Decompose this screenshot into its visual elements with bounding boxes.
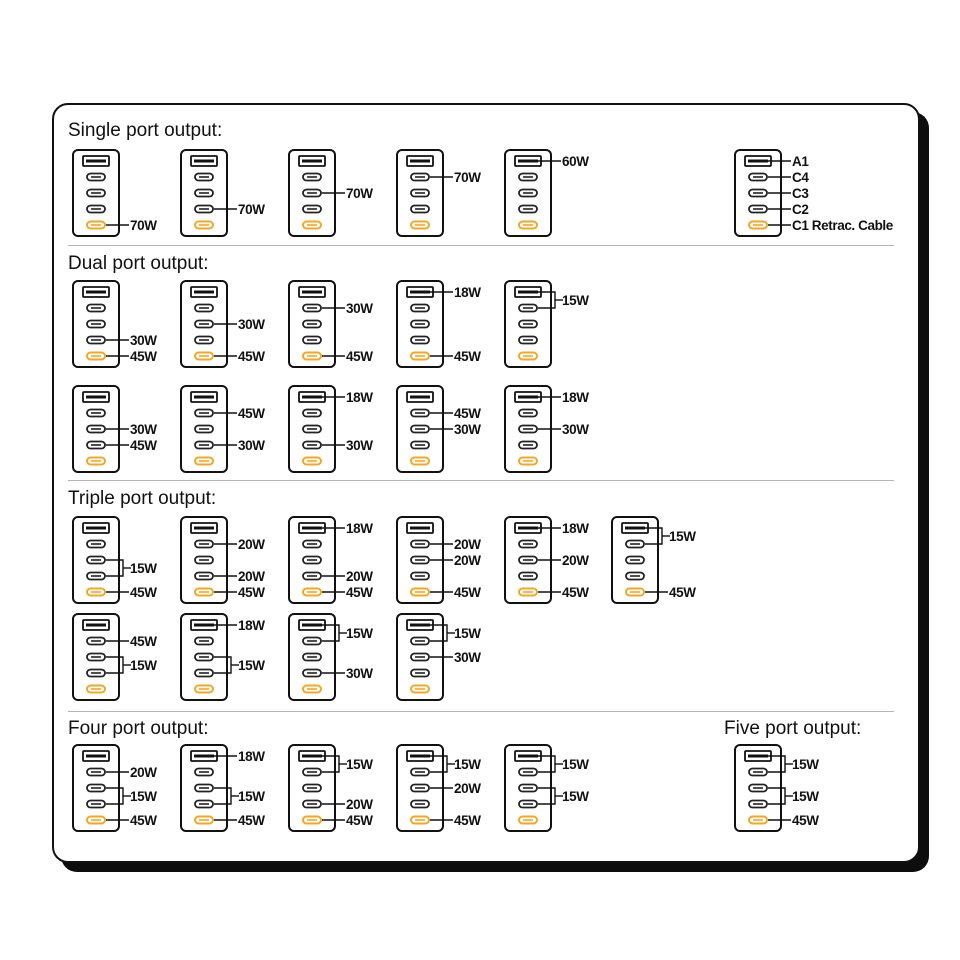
usb-a-contacts [518, 396, 538, 399]
power-label-text: 20W [454, 781, 481, 796]
charger-device [181, 386, 227, 472]
usb-a-contacts [86, 755, 106, 758]
power-label-text: 30W [562, 422, 589, 437]
power-label-text: 70W [454, 170, 481, 185]
power-label-text: 15W [238, 658, 265, 673]
power-label-text: 45W [454, 813, 481, 828]
charger-device [505, 150, 551, 236]
power-label-text: 15W [130, 789, 157, 804]
usb-a-contacts [194, 291, 214, 294]
power-label-text: 30W [346, 666, 373, 681]
power-label-text: 18W [346, 390, 373, 405]
power-label-text: 70W [130, 218, 157, 233]
power-label-text: 45W [346, 813, 373, 828]
legend-label-text: C2 [792, 202, 809, 217]
power-label-text: 45W [130, 438, 157, 453]
charger-device [181, 517, 227, 603]
power-label-text: 20W [346, 569, 373, 584]
power-label-text: 20W [562, 553, 589, 568]
power-label-text: 45W [238, 585, 265, 600]
usb-a-contacts [748, 160, 768, 163]
usb-a-contacts [518, 160, 538, 163]
power-label-text: 45W [238, 349, 265, 364]
power-label-text: 45W [562, 585, 589, 600]
usb-a-contacts [410, 527, 430, 530]
charger-device [73, 281, 119, 367]
usb-a-contacts [194, 755, 214, 758]
power-label-text: 20W [454, 553, 481, 568]
power-label-text: 45W [669, 585, 696, 600]
power-label-text: 30W [454, 422, 481, 437]
power-label-text: 30W [238, 317, 265, 332]
power-label-text: 20W [130, 765, 157, 780]
usb-a-contacts [410, 160, 430, 163]
power-label-text: 15W [792, 789, 819, 804]
usb-a-contacts [86, 624, 106, 627]
usb-a-contacts [302, 624, 322, 627]
power-label-text: 45W [454, 406, 481, 421]
power-label-text: 15W [238, 789, 265, 804]
power-label-text: 45W [130, 634, 157, 649]
power-label-text: 15W [130, 561, 157, 576]
legend-label [768, 218, 894, 233]
legend-label-text: C4 [792, 170, 809, 185]
single-port-title: Single port output: [68, 120, 223, 141]
power-label-text: 15W [130, 658, 157, 673]
power-label-text: 18W [562, 521, 589, 536]
power-label-text: 30W [238, 438, 265, 453]
charger-device [73, 150, 119, 236]
usb-a-contacts [302, 755, 322, 758]
power-label-text: 15W [454, 757, 481, 772]
power-label-text: 45W [346, 585, 373, 600]
power-label-text: 70W [346, 186, 373, 201]
charger-device [397, 150, 443, 236]
usb-a-contacts [194, 396, 214, 399]
power-label-text: 15W [562, 757, 589, 772]
usb-a-contacts [86, 396, 106, 399]
power-label-text: 45W [238, 813, 265, 828]
usb-a-contacts [518, 527, 538, 530]
legend-label-text: A1 [792, 154, 809, 169]
power-label-text: 20W [454, 537, 481, 552]
power-label-text: 30W [130, 333, 157, 348]
usb-a-contacts [302, 527, 322, 530]
four-port-title: Four port output: [68, 718, 209, 739]
legend-label-text: C3 [792, 186, 809, 201]
power-label-text: 15W [562, 293, 589, 308]
usb-a-contacts [302, 160, 322, 163]
power-label-text: 45W [792, 813, 819, 828]
charger-device [612, 517, 658, 603]
power-label-text: 45W [454, 349, 481, 364]
usb-a-contacts [410, 755, 430, 758]
usb-a-contacts [518, 291, 538, 294]
usb-a-contacts [518, 755, 538, 758]
usb-a-contacts [302, 291, 322, 294]
usb-a-contacts [86, 160, 106, 163]
power-label-text: 15W [669, 529, 696, 544]
usb-a-contacts [625, 527, 645, 530]
power-label-text: 30W [346, 301, 373, 316]
power-label-text: 30W [346, 438, 373, 453]
power-label-text: 45W [130, 813, 157, 828]
power-label-text: 18W [238, 749, 265, 764]
five-port-title: Five port output: [724, 718, 862, 739]
power-label-text: 45W [454, 585, 481, 600]
power-label-text: 60W [562, 154, 589, 169]
power-label-text: 15W [562, 789, 589, 804]
power-label-text: 18W [346, 521, 373, 536]
power-label-text: 70W [238, 202, 265, 217]
usb-a-contacts [194, 160, 214, 163]
power-label-text: 15W [346, 757, 373, 772]
charger-device [181, 150, 227, 236]
charger-device [397, 281, 443, 367]
charger-device [505, 281, 551, 367]
usb-a-contacts [194, 624, 214, 627]
power-label-text: 15W [454, 626, 481, 641]
power-label-text: 20W [238, 569, 265, 584]
usb-a-contacts [410, 624, 430, 627]
power-label-text: 15W [346, 626, 373, 641]
power-label-text: 20W [238, 537, 265, 552]
usb-a-contacts [86, 527, 106, 530]
power-label-text: 45W [346, 349, 373, 364]
charger-device [289, 281, 335, 367]
power-label-text: 18W [454, 285, 481, 300]
usb-a-contacts [410, 291, 430, 294]
power-label-text: 30W [130, 422, 157, 437]
usb-a-contacts [748, 755, 768, 758]
legend-label-text: C1 Retrac. Cable [792, 218, 893, 233]
charger-device [289, 386, 335, 472]
power-label-text: 45W [130, 349, 157, 364]
power-label-text: 18W [238, 618, 265, 633]
power-label-text: 30W [454, 650, 481, 665]
power-label-text: 20W [346, 797, 373, 812]
triple-port-title: Triple port output: [68, 488, 217, 509]
charger-device [289, 745, 335, 831]
charger-device [289, 517, 335, 603]
power-label-text: 15W [792, 757, 819, 772]
usb-a-contacts [194, 527, 214, 530]
dual-port-title: Dual port output: [68, 253, 209, 274]
usb-a-contacts [410, 396, 430, 399]
charger-device [289, 614, 335, 700]
power-label-text: 18W [562, 390, 589, 405]
power-label-text: 45W [238, 406, 265, 421]
power-label-text: 45W [130, 585, 157, 600]
usb-a-contacts [302, 396, 322, 399]
usb-a-contacts [86, 291, 106, 294]
